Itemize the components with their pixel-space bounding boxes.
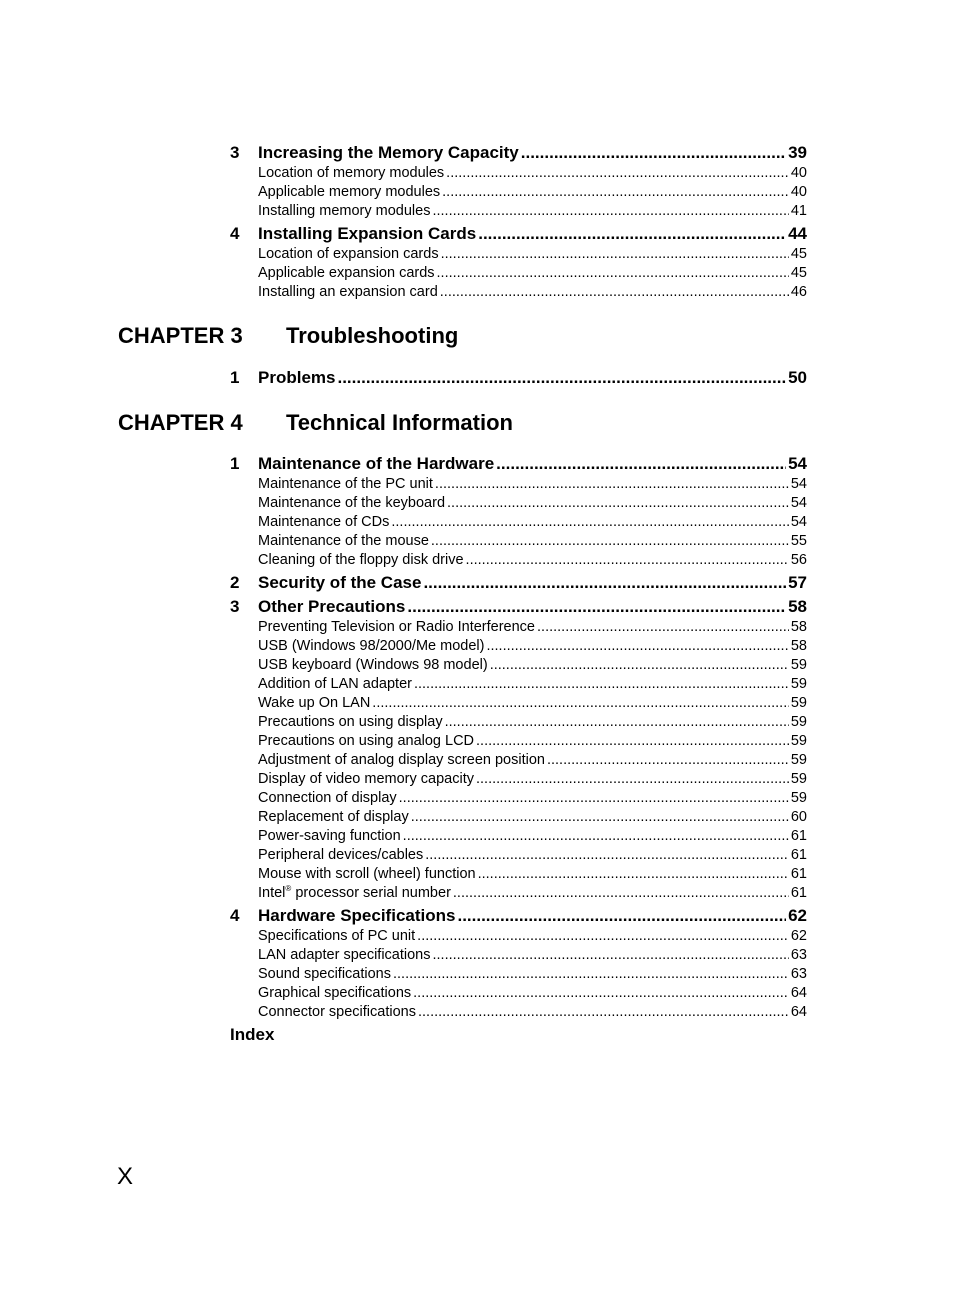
toc-subsection-entry[interactable] <box>258 713 807 732</box>
subsection-title: Adjustment of analog display screen position <box>258 752 545 768</box>
section-title: Security of the Case <box>258 573 422 592</box>
chapter-heading <box>118 323 458 349</box>
dot-leader <box>437 264 789 283</box>
subsection-title: Peripheral devices/cables <box>258 847 424 863</box>
title-text-rest: processor serial number <box>291 885 451 901</box>
dot-leader <box>435 475 789 494</box>
section-title: Other Precautions <box>258 597 406 616</box>
page-number: X <box>117 1163 134 1190</box>
toc-subsection-entry[interactable] <box>258 927 807 946</box>
toc-section-entry[interactable] <box>230 224 807 244</box>
toc-subsection-entry[interactable] <box>258 283 807 302</box>
page-number-ref: 61 <box>790 866 807 882</box>
subsection-title: Precautions on using display <box>258 714 443 730</box>
subsection-title: Specifications of PC unit <box>258 928 416 944</box>
subsection-title: Applicable expansion cards <box>258 265 435 281</box>
dot-leader <box>337 368 786 388</box>
subsection-title: Precautions on using analog LCD <box>258 733 475 749</box>
section-title: Installing Expansion Cards <box>258 224 477 243</box>
dot-leader <box>442 183 789 202</box>
dot-leader <box>411 808 789 827</box>
toc-section-entry[interactable] <box>230 906 807 926</box>
section-number: 1 <box>230 368 240 387</box>
toc-subsection-entry[interactable] <box>258 475 807 494</box>
chapter-title: Technical Information <box>286 410 513 435</box>
toc-subsection-entry[interactable] <box>258 694 807 713</box>
toc-subsection-entry[interactable] <box>258 751 807 770</box>
page-number-ref: 63 <box>790 966 807 982</box>
toc-subsection-entry[interactable] <box>258 513 807 532</box>
dot-leader <box>391 513 788 532</box>
subsection-title: Applicable memory modules <box>258 184 441 200</box>
page-number-ref: 54 <box>790 495 807 511</box>
subsection-title: Preventing Television or Radio Interference <box>258 619 536 635</box>
page-number-ref: 61 <box>790 828 807 844</box>
dot-leader <box>447 494 789 513</box>
dot-leader <box>496 454 786 474</box>
dot-leader <box>453 884 789 903</box>
page-number-ref: 61 <box>790 847 807 863</box>
page-number-ref: 64 <box>790 1004 807 1020</box>
toc-subsection-entry[interactable] <box>258 884 807 903</box>
toc-subsection-entry[interactable] <box>258 183 807 202</box>
dot-leader <box>445 713 789 732</box>
subsection-title: USB keyboard (Windows 98 model) <box>258 657 488 673</box>
page-number-ref: 55 <box>790 533 807 549</box>
section-title: Increasing the Memory Capacity <box>258 143 519 162</box>
toc-section-entry[interactable] <box>230 143 807 163</box>
subsection-title: Location of expansion cards <box>258 246 439 262</box>
dot-leader <box>490 656 789 675</box>
dot-leader <box>537 618 789 637</box>
section-number: 4 <box>230 224 240 243</box>
subsection-title: Maintenance of the PC unit <box>258 476 433 492</box>
dot-leader <box>476 770 789 789</box>
dot-leader <box>403 827 789 846</box>
subsection-title: Installing an expansion card <box>258 284 438 300</box>
page-number-ref: 44 <box>788 224 807 243</box>
toc-subsection-entry[interactable] <box>258 656 807 675</box>
subsection-title: Graphical specifications <box>258 985 412 1001</box>
dot-leader <box>413 984 789 1003</box>
page-number-ref: 59 <box>790 695 807 711</box>
dot-leader <box>414 675 789 694</box>
page-number-ref: 59 <box>790 657 807 673</box>
subsection-title: Addition of LAN adapter <box>258 676 412 692</box>
page-number-ref: 50 <box>788 368 807 387</box>
page-number-ref: 59 <box>790 752 807 768</box>
section-title: Maintenance of the Hardware <box>258 454 495 473</box>
section-number: 3 <box>230 143 240 162</box>
subsection-title: Connector specifications <box>258 1004 416 1020</box>
toc-subsection-entry[interactable] <box>258 789 807 808</box>
subsection-title: USB (Windows 98/2000/Me model) <box>258 638 485 654</box>
page-number-ref: 59 <box>790 733 807 749</box>
toc-section-entry[interactable] <box>230 454 807 474</box>
page-number-ref: 58 <box>790 619 807 635</box>
dot-leader <box>372 694 789 713</box>
section-number: 3 <box>230 597 240 616</box>
dot-leader <box>440 283 789 302</box>
dot-leader <box>457 906 786 926</box>
subsection-title <box>258 884 451 903</box>
page-number-ref: 45 <box>790 265 807 281</box>
dot-leader <box>399 789 789 808</box>
page-number-ref: 59 <box>790 771 807 787</box>
subsection-title: Maintenance of the keyboard <box>258 495 446 511</box>
dot-leader <box>521 143 786 163</box>
page-number-ref: 62 <box>790 928 807 944</box>
chapter-title: Troubleshooting <box>286 323 459 348</box>
dot-leader <box>547 751 789 770</box>
page-number-ref: 61 <box>790 885 807 901</box>
section-number: 1 <box>230 454 240 473</box>
toc-subsection-entry[interactable] <box>258 827 807 846</box>
chapter-label: CHAPTER 4 <box>118 410 243 435</box>
toc-subsection-entry[interactable] <box>258 770 807 789</box>
page-number-ref: 59 <box>790 790 807 806</box>
toc-subsection-entry[interactable] <box>258 494 807 513</box>
page-number-ref: 41 <box>790 203 807 219</box>
subsection-title: Wake up On LAN <box>258 695 371 711</box>
subsection-title: Mouse with scroll (wheel) function <box>258 866 476 882</box>
dot-leader <box>425 846 789 865</box>
dot-leader <box>478 865 789 884</box>
page-number-ref: 39 <box>788 143 807 162</box>
dot-leader <box>423 573 786 593</box>
toc-subsection-entry[interactable] <box>258 732 807 751</box>
page-number-ref: 46 <box>790 284 807 300</box>
subsection-title: Location of memory modules <box>258 165 445 181</box>
section-title: Problems <box>258 368 336 387</box>
section-number: 4 <box>230 906 240 925</box>
dot-leader <box>441 245 789 264</box>
subsection-title: Replacement of display <box>258 809 409 825</box>
subsection-title: Maintenance of CDs <box>258 514 390 530</box>
section-number: 2 <box>230 573 240 592</box>
page-number-ref: 59 <box>790 714 807 730</box>
toc-subsection-entry[interactable] <box>258 675 807 694</box>
toc-subsection-entry[interactable] <box>258 846 807 865</box>
dot-leader <box>466 551 789 570</box>
toc-section-entry[interactable] <box>230 597 807 617</box>
subsection-title: Connection of display <box>258 790 397 806</box>
toc-index-link[interactable]: Index <box>230 1025 275 1044</box>
toc-subsection-entry[interactable] <box>258 245 807 264</box>
subsection-title: Power-saving function <box>258 828 401 844</box>
page-number-ref: 58 <box>788 597 807 616</box>
dot-leader <box>431 532 789 551</box>
page-number-ref: 64 <box>790 985 807 1001</box>
dot-leader <box>418 1003 789 1022</box>
page-number-ref: 62 <box>788 906 807 925</box>
subsection-title: Installing memory modules <box>258 203 431 219</box>
toc-subsection-entry[interactable] <box>258 865 807 884</box>
toc-subsection-entry[interactable] <box>258 1003 807 1022</box>
page-number-ref: 58 <box>790 638 807 654</box>
toc-section-entry[interactable] <box>230 573 807 593</box>
page-number-ref: 60 <box>790 809 807 825</box>
subsection-title: Sound specifications <box>258 966 391 982</box>
toc-subsection-entry[interactable] <box>258 618 807 637</box>
section-title: Hardware Specifications <box>258 906 456 925</box>
dot-leader <box>393 965 789 984</box>
page-number-ref: 54 <box>790 476 807 492</box>
subsection-title: Cleaning of the floppy disk drive <box>258 552 464 568</box>
toc-subsection-entry[interactable] <box>258 202 807 221</box>
page-number-ref: 54 <box>790 514 807 530</box>
dot-leader <box>486 637 788 656</box>
page-number-ref: 54 <box>788 454 807 473</box>
title-text: Intel <box>258 885 286 901</box>
toc-subsection-entry[interactable] <box>258 551 807 570</box>
dot-leader <box>407 597 786 617</box>
subsection-title: Maintenance of the mouse <box>258 533 429 549</box>
dot-leader <box>433 946 789 965</box>
chapter-label: CHAPTER 3 <box>118 323 243 348</box>
page-number-ref: 56 <box>790 552 807 568</box>
toc-section-entry[interactable] <box>230 368 807 388</box>
page-number-ref: 59 <box>790 676 807 692</box>
toc-subsection-entry[interactable] <box>258 808 807 827</box>
toc-subsection-entry[interactable] <box>258 264 807 283</box>
dot-leader <box>432 202 788 221</box>
dot-leader <box>478 224 786 244</box>
subsection-title: LAN adapter specifications <box>258 947 431 963</box>
registered-mark: ® <box>285 884 292 893</box>
dot-leader <box>446 164 789 183</box>
page-number-ref: 57 <box>788 573 807 592</box>
toc-subsection-entry[interactable] <box>258 532 807 551</box>
toc-subsection-entry[interactable] <box>258 965 807 984</box>
toc-subsection-entry[interactable] <box>258 984 807 1003</box>
toc-subsection-entry[interactable] <box>258 164 807 183</box>
toc-subsection-entry[interactable] <box>258 637 807 656</box>
page-number-ref: 40 <box>790 165 807 181</box>
chapter-heading <box>118 410 513 436</box>
dot-leader <box>476 732 789 751</box>
subsection-title: Display of video memory capacity <box>258 771 474 787</box>
toc-subsection-entry[interactable] <box>258 946 807 965</box>
page-number-ref: 63 <box>790 947 807 963</box>
dot-leader <box>417 927 789 946</box>
page-number-ref: 45 <box>790 246 807 262</box>
page-number-ref: 40 <box>790 184 807 200</box>
